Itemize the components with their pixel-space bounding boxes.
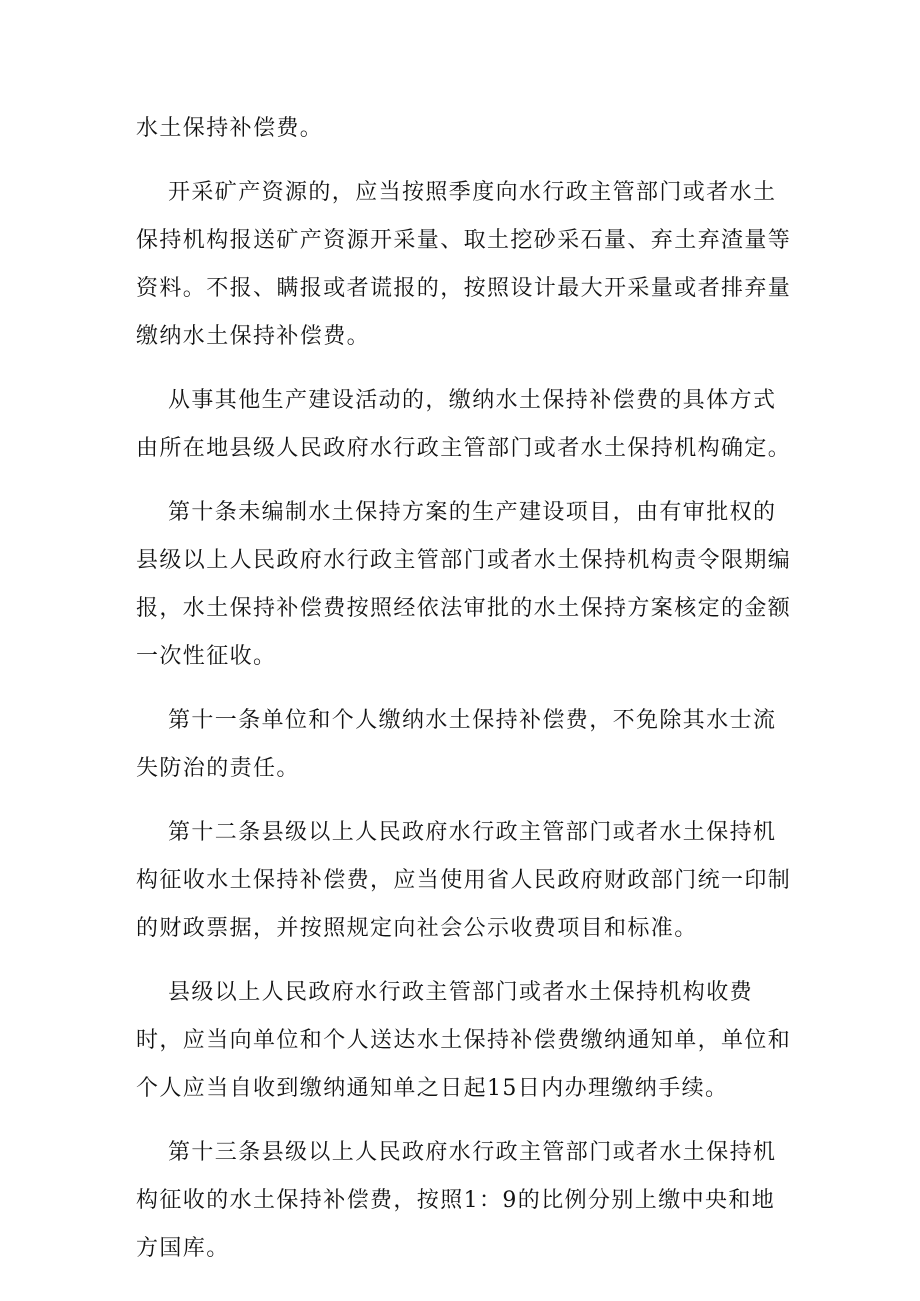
paragraph-5: 第十一条单位和个人缴纳水土保持补偿费，不免除其水士流失防治的责任。 <box>136 708 777 781</box>
paragraph-6: 第十二条县级以上人民政府水行政主管部门或者水土保持机构征收水土保持补偿费，应当使用省人民政府财政部门统一印制的财政票据，并按照规定向社会公示收费项目和标准。 <box>136 820 792 941</box>
document-body <box>136 105 796 1289</box>
paragraph-2: 开采矿产资源的，应当按照季度向水行政主管部门或者水土保持机构报送矿产资源开采量、取土挖砂采石量、弃土弃渣量等资料。不报、瞒报或者谎报的，按照设计最大开采量或者排弃量缴纳水土保持补偿费。 <box>136 180 792 349</box>
paragraph-4: 第十条未编制水土保持方案的生产建设项目，由有审批权的县级以上人民政府水行政主管部门或者水土保持机构责令限期编报，水土保持补偿费按照经依法审批的水土保持方案核定的金额一次性征收。 <box>136 500 792 669</box>
paragraph-8: 第十三条县级以上人民政府水行政主管部门或者水土保持机构征收的水土保持补偿费，按照1：9的比例分别上缴中央和地方国库。 <box>136 1140 777 1261</box>
paragraph-7: 县级以上人民政府水行政主管部门或者水土保持机构收费时，应当向单位和个人送达水土保持补偿费缴纳通知单，单位和个人应当自收到缴纳通知单之日起15日内办理缴纳手续。 <box>136 980 792 1101</box>
paragraph-3: 从事其他生产建设活动的，缴纳水土保持补偿费的具体方式由所在地县级人民政府水行政主管部门或者水土保持机构确定。 <box>136 388 792 461</box>
paragraph-1: 水土保持补偿费。 <box>136 116 324 141</box>
